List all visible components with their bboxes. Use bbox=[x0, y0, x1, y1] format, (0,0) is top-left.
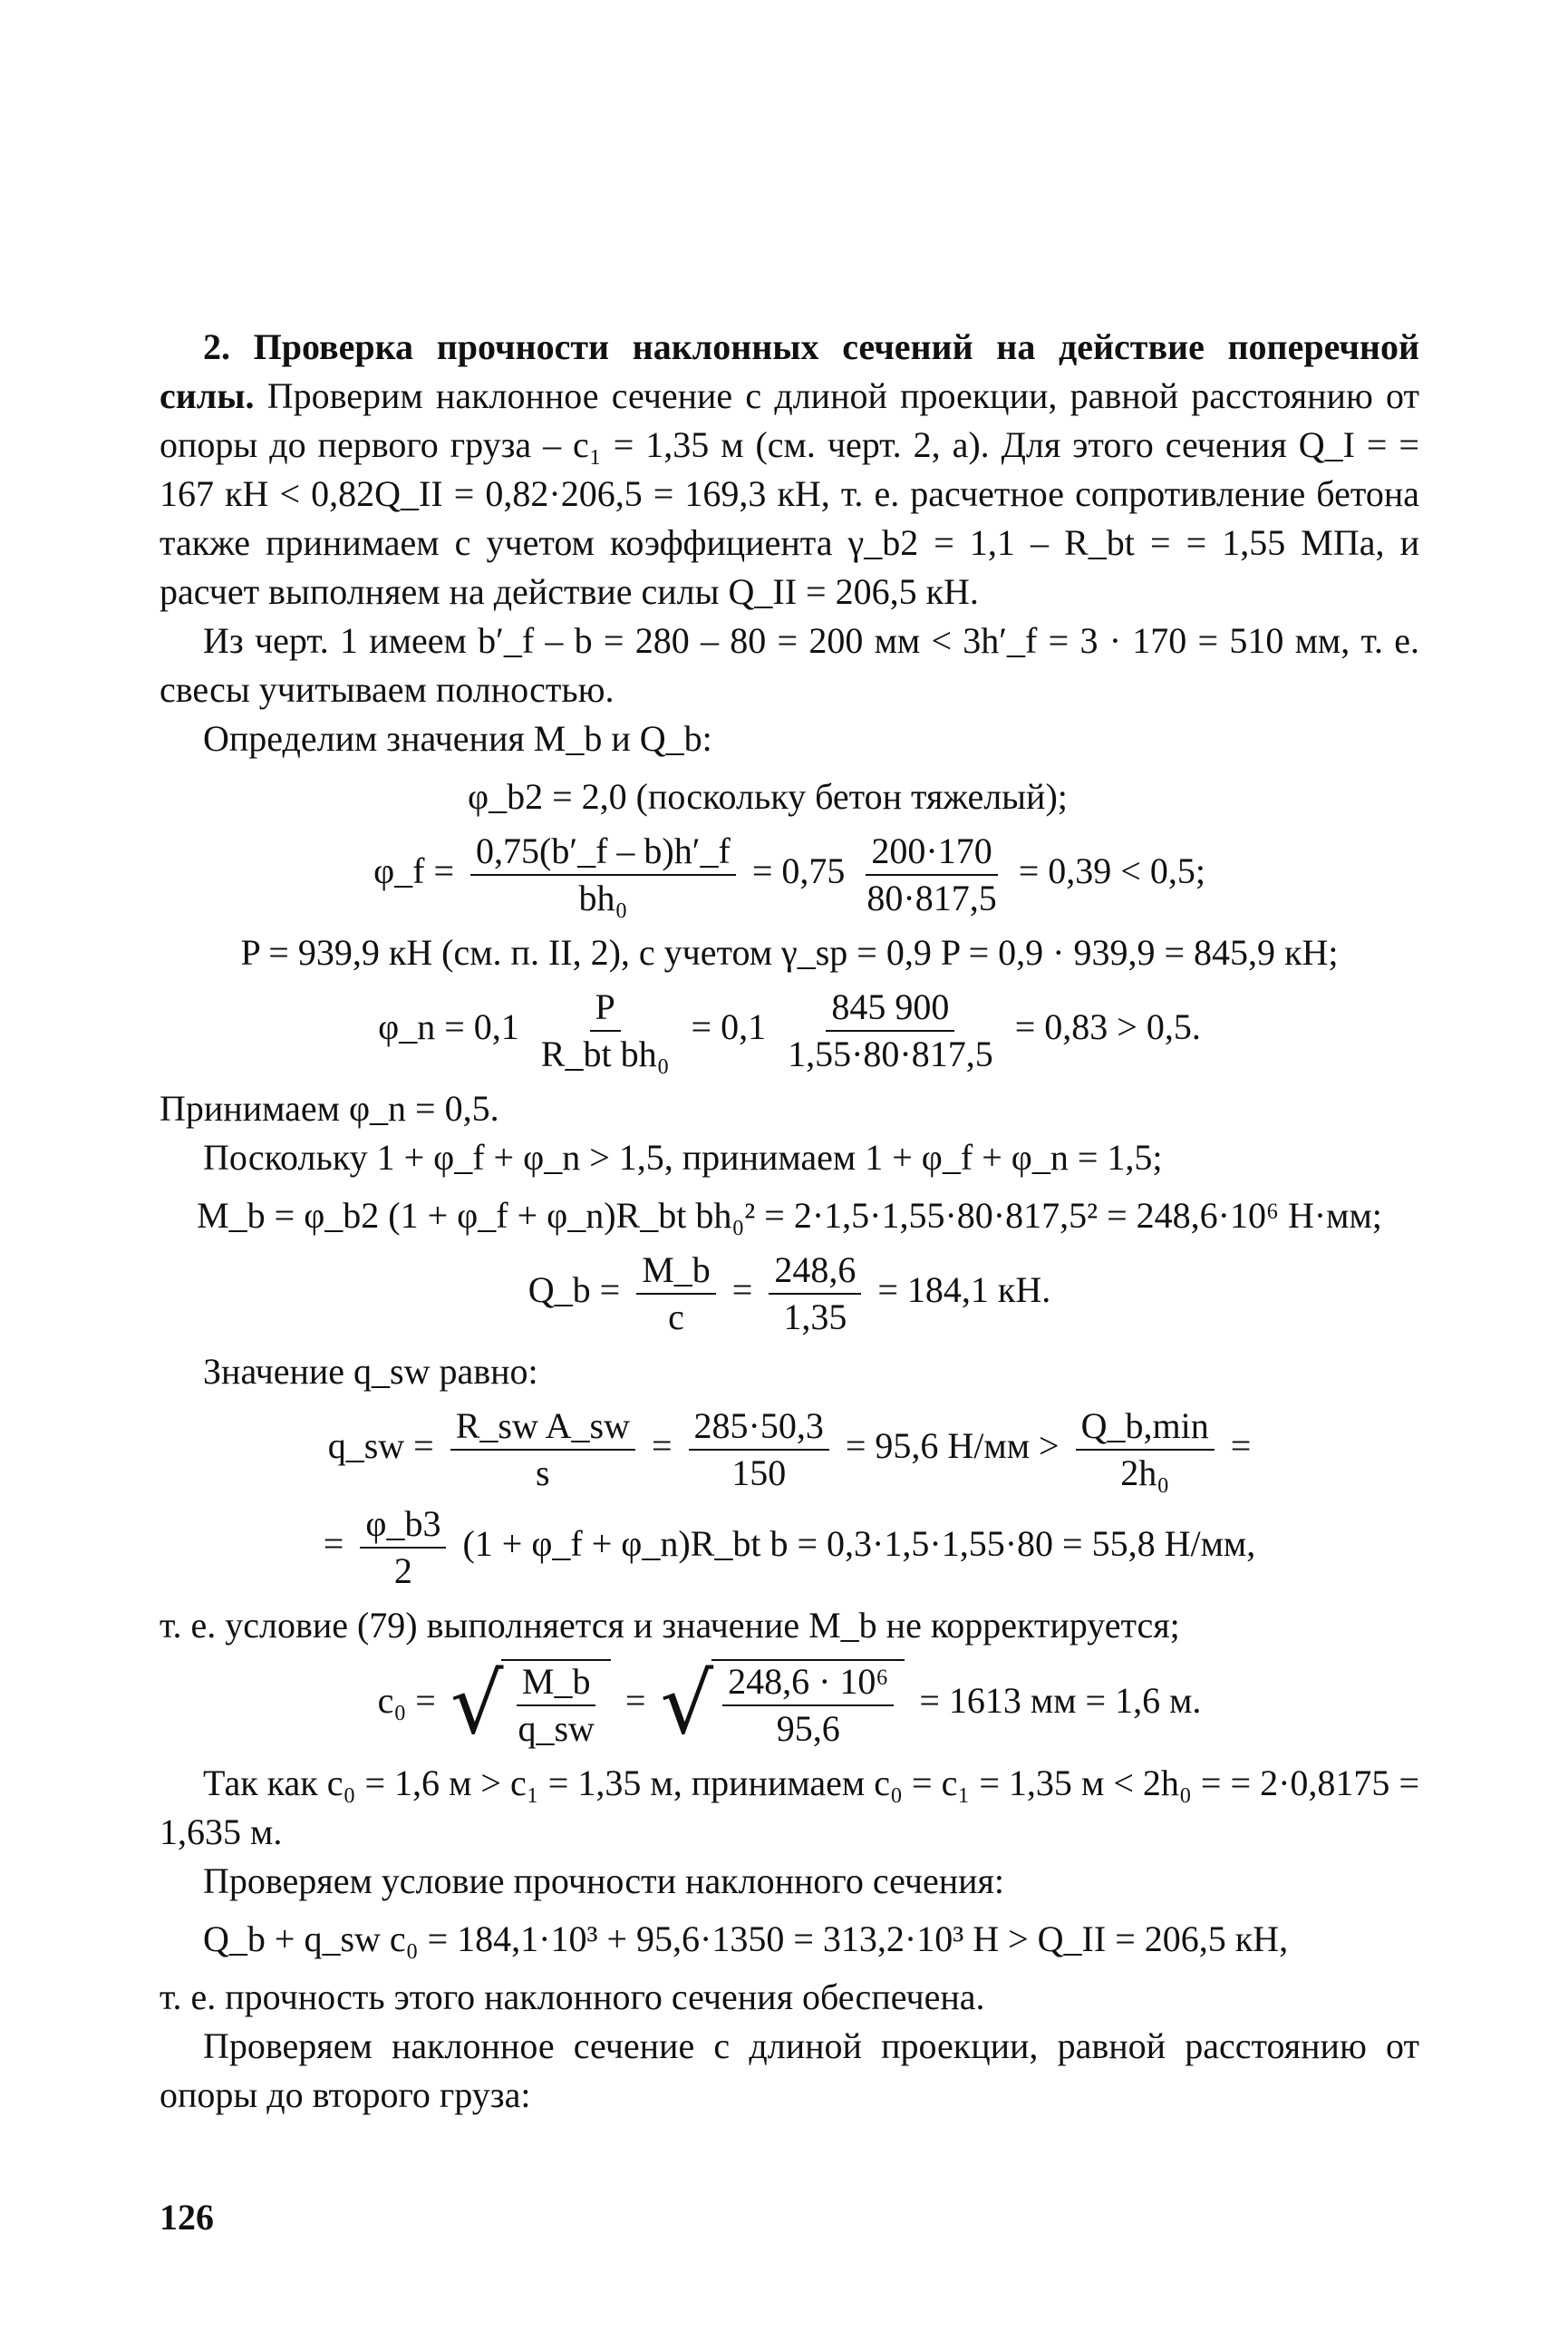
fraction bbox=[450, 1405, 635, 1494]
fraction-numerator: 248,6 bbox=[769, 1249, 861, 1295]
fraction bbox=[1076, 1405, 1215, 1494]
fraction-denominator: 1,55·80·817,5 bbox=[788, 1034, 993, 1074]
eq-lhs: φ_n = 0,1 bbox=[378, 1006, 519, 1048]
fraction-denominator: 1,35 bbox=[783, 1296, 847, 1337]
fraction-denominator: 80·817,5 bbox=[866, 878, 997, 918]
paragraph-text: Проверим наклонное сечение с длиной проекции, равной расстоянию от опоры до первого груза – c₁ = 1,35 м (см. черт. 2, а). Для этого сечения Q_I = = 167 кН < 0,82Q_II = 0,82·206,5 = 169,3 кН, т. е. расчетное сопротивление бетона также принимаем с учетом коэффициента γ_b2 = 1,1 – R_bt = = 1,55 МПа, и расчет выполняем на действие силы Q_II = 206,5 кН. bbox=[160, 375, 1419, 612]
fraction-denominator: R_bt bh₀ bbox=[540, 1034, 670, 1074]
fraction-denominator: 95,6 bbox=[776, 1708, 840, 1749]
fraction bbox=[636, 1249, 716, 1338]
section-paragraph-1 bbox=[160, 323, 1419, 617]
fraction-denominator: 150 bbox=[731, 1452, 787, 1493]
eq-mid: = bbox=[624, 1680, 646, 1722]
equation-phi-n bbox=[160, 986, 1419, 1075]
fraction bbox=[470, 830, 736, 919]
eq-mid: = bbox=[651, 1425, 673, 1467]
radicand bbox=[711, 1659, 905, 1750]
fraction bbox=[536, 986, 675, 1075]
eq-mid: = 95,6 Н/мм > bbox=[845, 1425, 1060, 1467]
eq-lhs: = bbox=[323, 1523, 344, 1565]
fraction-numerator: 285·50,3 bbox=[689, 1405, 829, 1451]
equation-phi-f bbox=[160, 830, 1419, 919]
fraction-numerator: Q_b,min bbox=[1076, 1405, 1215, 1451]
fraction bbox=[861, 830, 1002, 919]
paragraph-check-condition: Проверяем условие прочности наклонного сечения: bbox=[203, 1860, 1005, 1901]
eq-rhs: = 0,83 > 0,5. bbox=[1014, 1006, 1201, 1048]
fraction bbox=[360, 1503, 446, 1592]
fraction-numerator: 248,6 · 10⁶ bbox=[722, 1661, 894, 1706]
fraction-numerator: 200·170 bbox=[866, 830, 997, 876]
radicand bbox=[501, 1659, 610, 1750]
equation-qsw bbox=[160, 1405, 1419, 1494]
eq-lhs: q_sw = bbox=[327, 1425, 434, 1467]
radical-sign-icon: √ bbox=[660, 1656, 714, 1753]
eq-rhs: = 0,39 < 0,5; bbox=[1018, 850, 1205, 892]
fraction bbox=[722, 1661, 894, 1750]
paragraph-since: Поскольку 1 + φ_f + φ_n > 1,5, принимаем 1 + φ_f + φ_n = 1,5; bbox=[203, 1137, 1163, 1178]
fraction-numerator: 0,75(b′_f – b)h′_f bbox=[470, 830, 736, 876]
fraction-numerator: M_b bbox=[636, 1249, 716, 1295]
fraction-denominator: c bbox=[668, 1296, 684, 1337]
equation-qb bbox=[160, 1249, 1419, 1338]
paragraph-since-c0: Так как c₀ = 1,6 м > c₁ = 1,35 м, принимаем c₀ = c₁ = 1,35 м < 2h₀ = = 2·0,8175 = 1,635 м. bbox=[160, 1762, 1419, 1852]
paragraph-overhangs: Из черт. 1 имеем b′_f – b = 280 – 80 = 200 мм < 3h′_f = 3 · 170 = 510 мм, т. е. свесы учитываем полностью. bbox=[160, 620, 1419, 710]
equation-mb: M_b = φ_b2 (1 + φ_f + φ_n)R_bt bh₀² = 2·1,5·1,55·80·817,5² = 248,6·10⁶ Н·мм; bbox=[197, 1195, 1382, 1236]
paragraph-qsw-value: Значение q_sw равно: bbox=[203, 1351, 538, 1392]
fraction-denominator: s bbox=[536, 1452, 550, 1493]
square-root bbox=[450, 1656, 611, 1753]
equation-strength-check: Q_b + q_sw c₀ = 184,1·10³ + 95,6·1350 = 313,2·10³ Н > Q_II = 206,5 кН, bbox=[203, 1918, 1289, 1959]
paragraph-strength-ensured: т. е. прочность этого наклонного сечения обеспечена. bbox=[160, 1976, 985, 2017]
square-root bbox=[660, 1656, 905, 1753]
fraction-numerator: 845 900 bbox=[826, 986, 954, 1032]
eq-rhs: (1 + φ_f + φ_n)R_bt b = 0,3·1,5·1,55·80 = 55,8 Н/мм, bbox=[462, 1523, 1256, 1565]
fraction-denominator: 2 bbox=[393, 1550, 412, 1591]
eq-lhs: c₀ = bbox=[377, 1680, 436, 1722]
eq-rhs: = bbox=[1230, 1425, 1252, 1467]
fraction-numerator: R_sw A_sw bbox=[450, 1405, 635, 1451]
equation-phi-b2: φ_b2 = 2,0 (поскольку бетон тяжелый); bbox=[468, 776, 1068, 817]
paragraph-determine-values: Определим значения M_b и Q_b: bbox=[203, 718, 712, 759]
eq-mid: = 0,1 bbox=[691, 1006, 767, 1048]
fraction bbox=[689, 1405, 829, 1494]
equation-c0 bbox=[160, 1656, 1419, 1753]
fraction-denominator: q_sw bbox=[518, 1708, 595, 1749]
paragraph-second-load: Проверяем наклонное сечение с длиной проекции, равной расстоянию от опоры до второго груза: bbox=[160, 2025, 1419, 2115]
paragraph-condition-79: т. е. условие (79) выполняется и значение M_b не корректируется; bbox=[160, 1605, 1180, 1646]
fraction-numerator: M_b bbox=[517, 1661, 596, 1706]
eq-lhs: Q_b = bbox=[528, 1269, 621, 1311]
eq-lhs: φ_f = bbox=[373, 850, 455, 892]
eq-mid: = bbox=[731, 1269, 753, 1311]
eq-rhs: = 184,1 кН. bbox=[877, 1269, 1051, 1311]
fraction bbox=[769, 1249, 861, 1338]
page-number: 126 bbox=[160, 2197, 214, 2238]
eq-mid: = 0,75 bbox=[751, 850, 846, 892]
fraction-denominator: bh₀ bbox=[578, 878, 628, 918]
fraction-numerator: φ_b3 bbox=[360, 1503, 446, 1549]
fraction-numerator: P bbox=[590, 986, 621, 1032]
section-heading: 2. Проверка прочности наклонных сечений на действие поперечной силы. bbox=[160, 326, 1419, 416]
paragraph-accept-phi-n: Принимаем φ_n = 0,5. bbox=[160, 1088, 499, 1129]
fraction bbox=[782, 986, 999, 1075]
radical-sign-icon: √ bbox=[450, 1656, 504, 1753]
fraction-denominator: 2h₀ bbox=[1120, 1452, 1170, 1493]
page-content bbox=[160, 323, 1419, 2120]
eq-rhs: = 1613 мм = 1,6 м. bbox=[919, 1680, 1202, 1722]
fraction bbox=[512, 1661, 599, 1750]
equation-qsw-min bbox=[160, 1503, 1419, 1592]
equation-prestress-force: P = 939,9 кН (см. п. II, 2), с учетом γ_sp = 0,9 P = 0,9 · 939,9 = 845,9 кН; bbox=[240, 932, 1339, 973]
